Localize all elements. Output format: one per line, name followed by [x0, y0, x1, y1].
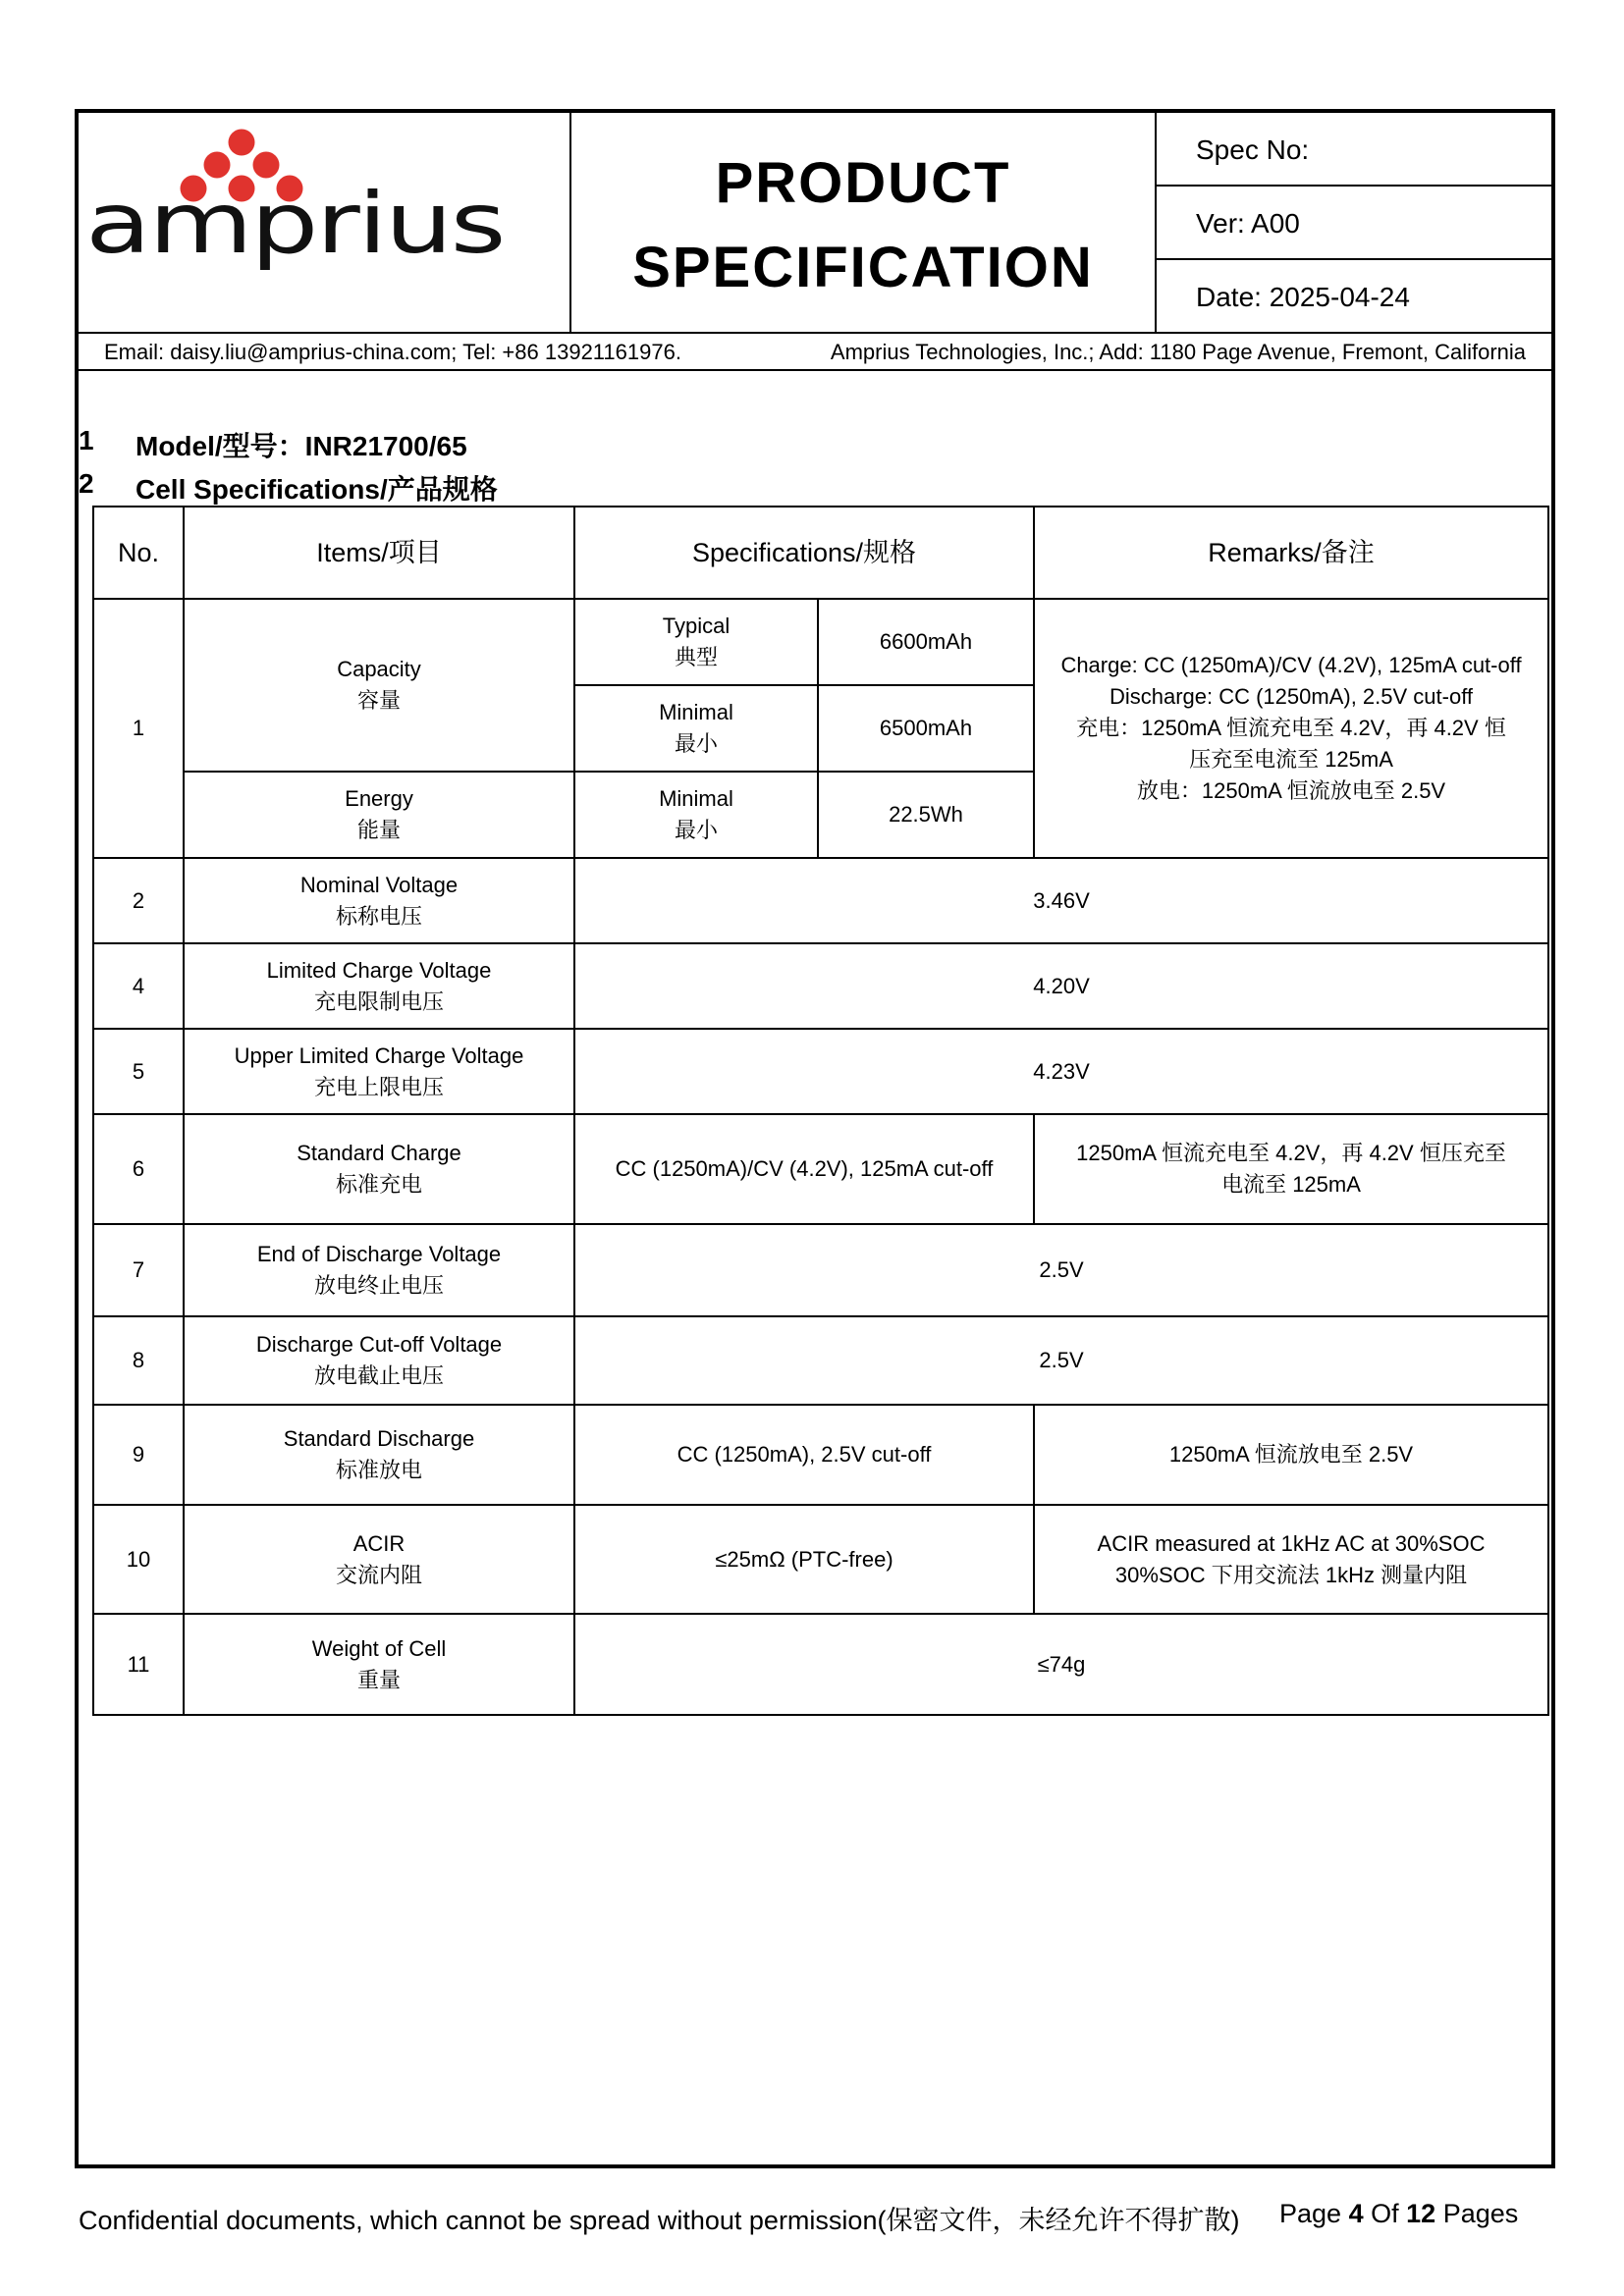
item-en: Discharge Cut-off Voltage [255, 1332, 503, 1357]
row-item [184, 1114, 574, 1224]
row-spec: CC (1250mA)/CV (4.2V), 125mA cut-off [574, 1114, 1034, 1224]
remark-line: Discharge: CC (1250mA), 2.5V cut-off [1109, 684, 1474, 709]
title-line-2: SPECIFICATION [632, 236, 1094, 299]
row-remark [1034, 1505, 1548, 1614]
row-spec: 4.20V [574, 943, 1548, 1029]
sub-label-cn: 最小 [674, 818, 718, 842]
title-line-1: PRODUCT [715, 151, 1011, 215]
item-cn: 交流内阻 [335, 1562, 422, 1587]
section-number: 2 [79, 468, 94, 499]
spec-value: 6500mAh [818, 685, 1034, 772]
item-en: Upper Limited Charge Voltage [234, 1042, 524, 1068]
item-cn: 充电上限电压 [313, 1074, 444, 1099]
page-number [1279, 2199, 1518, 2229]
item-cn: 放电截止电压 [313, 1363, 444, 1388]
pages-word: Pages [1442, 2199, 1519, 2228]
table-row [93, 599, 1548, 685]
row-remark [1034, 1405, 1548, 1505]
item-en: ACIR [352, 1530, 406, 1556]
sub-label-en: Typical [662, 614, 731, 638]
table-row [93, 1614, 1548, 1715]
table-row [93, 858, 1548, 943]
version: Ver: A00 [1157, 187, 1551, 260]
meta-cell [1157, 113, 1551, 334]
row-spec: 4.23V [574, 1029, 1548, 1114]
item-en: Standard Charge [297, 1141, 461, 1165]
row-no: 8 [93, 1316, 184, 1405]
item-cn: 标准充电 [335, 1172, 422, 1197]
page-word: Page [1279, 2199, 1342, 2228]
amprius-logo [79, 113, 569, 332]
document-frame [75, 109, 1555, 2168]
row-spec: ≤74g [574, 1614, 1548, 1715]
table-row [93, 1114, 1548, 1224]
confidential-notice: Confidential documents, which cannot be spread without permission(保密文件，未经允许不得扩散) [79, 2206, 1240, 2235]
remark-line: 1250mA 恒流充电至 4.2V，再 4.2V 恒压充至 [1076, 1141, 1506, 1165]
row-spec: 2.5V [574, 1224, 1548, 1316]
of-word: Of [1371, 2199, 1399, 2228]
remark-line: 充电：1250mA 恒流充电至 4.2V，再 4.2V 恒 [1076, 716, 1506, 740]
title-cell [571, 113, 1157, 334]
table-row [93, 1316, 1548, 1405]
item-en: Limited Charge Voltage [266, 957, 492, 983]
row-no: 6 [93, 1114, 184, 1224]
row-no: 11 [93, 1614, 184, 1715]
item-en: Capacity [337, 657, 421, 681]
row-item [184, 1029, 574, 1114]
row-remark [1034, 599, 1548, 858]
row-remark [1034, 1114, 1548, 1224]
item-en: Energy [345, 786, 413, 811]
section-title: Model/型号：INR21700/65 [135, 431, 467, 461]
remark-line: 电流至 125mA [1221, 1172, 1361, 1197]
spec-no: Spec No: [1157, 113, 1551, 187]
item-cn: 充电限制电压 [313, 988, 444, 1014]
row-spec: CC (1250mA), 2.5V cut-off [574, 1405, 1034, 1505]
item-cn: 能量 [356, 818, 401, 842]
item-en: End of Discharge Voltage [256, 1242, 502, 1266]
contact-address: Amprius Technologies, Inc.; Add: 1180 Page Avenue, Fremont, California [830, 340, 1526, 364]
item-cn: 放电终止电压 [313, 1273, 444, 1298]
item-cn: 标准放电 [335, 1458, 422, 1482]
row-item [184, 1316, 574, 1405]
row-item [184, 858, 574, 943]
row-item [184, 1505, 574, 1614]
row-no: 7 [93, 1224, 184, 1316]
logo-wordmark: amprius [85, 175, 504, 273]
spec-value: 6600mAh [818, 599, 1034, 685]
row-item [184, 1614, 574, 1715]
section-number: 1 [79, 425, 94, 455]
sub-label-cn: 典型 [674, 645, 718, 669]
sub-label-en: Minimal [659, 700, 733, 724]
row-no: 9 [93, 1405, 184, 1505]
row-item [184, 943, 574, 1029]
col-header-items: Items/项目 [184, 507, 574, 599]
item-en: Standard Discharge [283, 1426, 475, 1451]
row-item [184, 599, 574, 772]
remark-line: ACIR measured at 1kHz AC at 30%SOC [1097, 1530, 1486, 1556]
row-item [184, 1224, 574, 1316]
sub-label-cn: 最小 [674, 731, 718, 756]
row-no: 2 [93, 858, 184, 943]
table-header-row [93, 507, 1548, 599]
page-current: 4 [1348, 2199, 1364, 2228]
remark-line: 放电：1250mA 恒流放电至 2.5V [1136, 778, 1446, 803]
date: Date: 2025-04-24 [1196, 282, 1410, 312]
row-item [184, 1405, 574, 1505]
col-header-specs: Specifications/规格 [574, 507, 1034, 599]
col-header-remarks: Remarks/备注 [1034, 507, 1548, 599]
sub-label-en: Minimal [659, 786, 733, 811]
table-row [93, 1505, 1548, 1614]
row-no: 5 [93, 1029, 184, 1114]
table-row [93, 1224, 1548, 1316]
table-row [93, 1029, 1548, 1114]
section-title: Cell Specifications/产品规格 [135, 474, 498, 505]
table-row [93, 1405, 1548, 1505]
row-no: 1 [93, 599, 184, 858]
item-cn: 容量 [356, 688, 401, 713]
remark-line: 压充至电流至 125mA [1189, 747, 1393, 772]
remark-line: Charge: CC (1250mA)/CV (4.2V), 125mA cut-off [1060, 653, 1522, 677]
col-header-no: No. [93, 507, 184, 599]
item-cn: 标称电压 [335, 903, 422, 929]
contact-email: Email: daisy.liu@amprius-china.com; Tel: +86 13921161976. [104, 340, 681, 364]
table-row [93, 943, 1548, 1029]
item-cn: 重量 [356, 1667, 401, 1692]
document-header [79, 113, 1551, 334]
row-spec: ≤25mΩ (PTC-free) [574, 1505, 1034, 1614]
item-en: Weight of Cell [311, 1635, 447, 1661]
spec-table [92, 506, 1549, 1716]
spec-sub-label [574, 599, 818, 685]
row-no: 4 [93, 943, 184, 1029]
remark-line: 1250mA 恒流放电至 2.5V [1168, 1442, 1414, 1467]
spec-sub-label [574, 685, 818, 772]
logo-cell [79, 113, 571, 334]
row-no: 10 [93, 1505, 184, 1614]
spec-value: 22.5Wh [818, 772, 1034, 858]
remark-line: 30%SOC 下用交流法 1kHz 测量内阻 [1114, 1562, 1468, 1587]
row-spec: 3.46V [574, 858, 1548, 943]
row-spec: 2.5V [574, 1316, 1548, 1405]
spec-sub-label [574, 772, 818, 858]
contact-bar [79, 334, 1551, 371]
row-item [184, 772, 574, 858]
item-en: Nominal Voltage [299, 872, 459, 897]
page-total: 12 [1406, 2199, 1436, 2228]
